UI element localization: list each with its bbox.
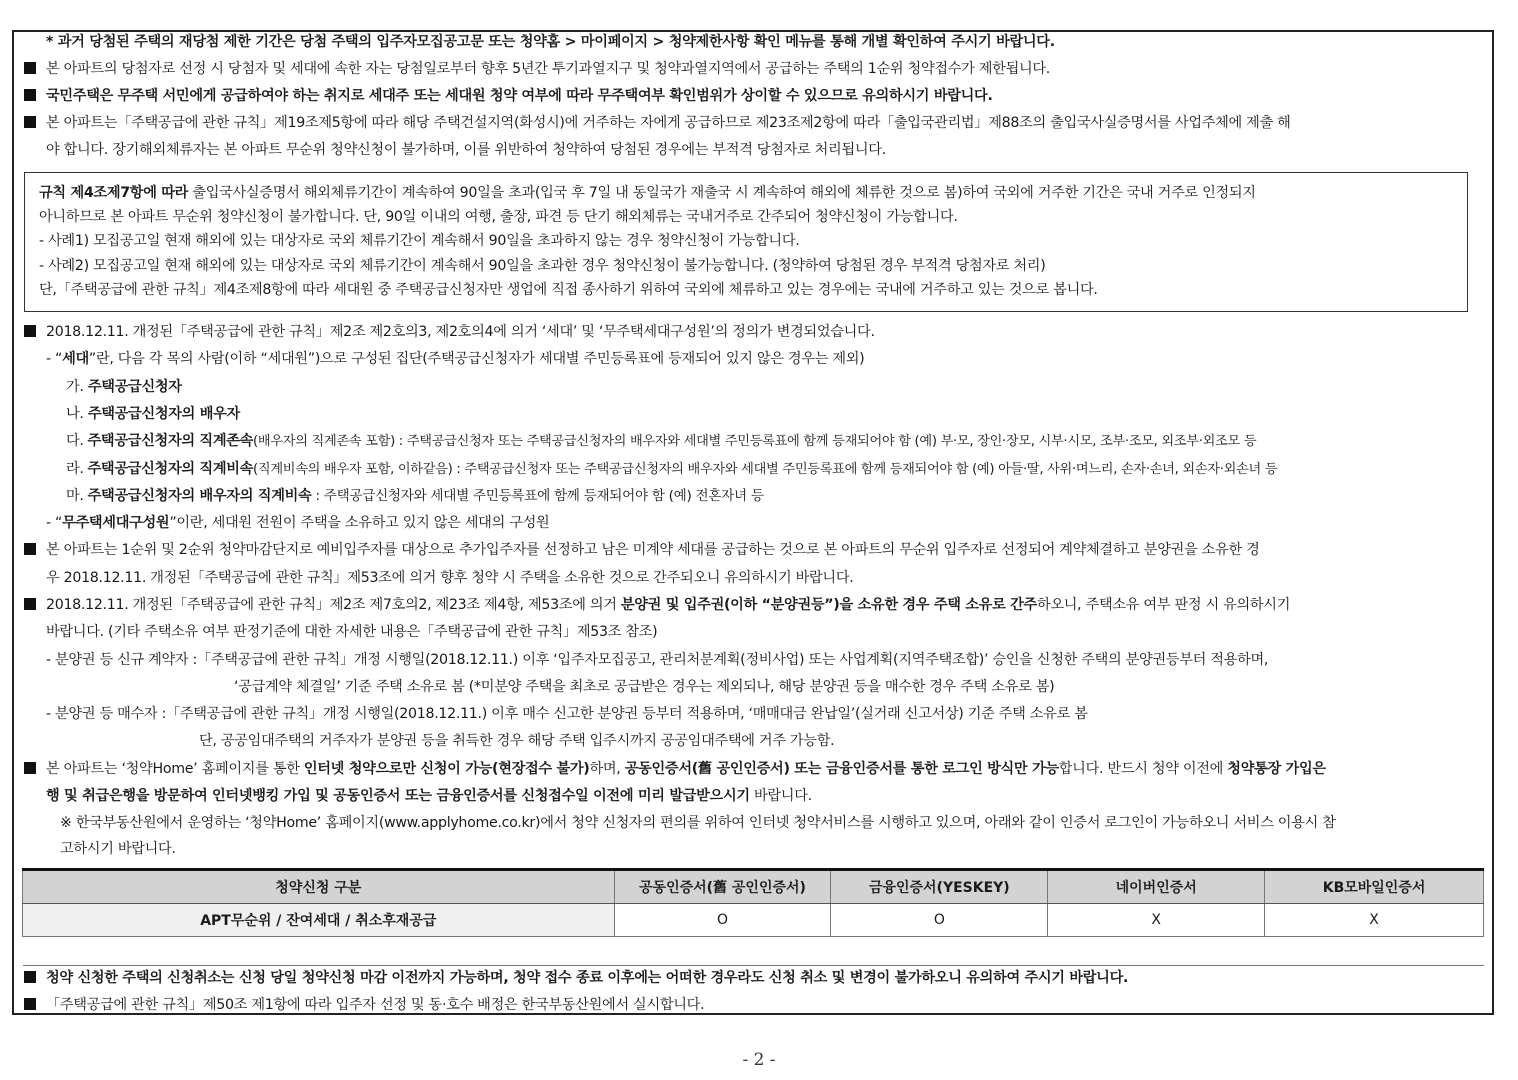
table-header-row [23, 870, 1484, 904]
rule-internet-only-line1: 본 아파트는 ‘청약Home’ 홈페이지를 통한 인터넷 청약으로만 신청이 가능(현장접수 불가)하며, 공동인증서(舊 공인인증서) 또는 금융인증서를 통한 로그인 방식만 가능합니다. 반드시 청약 이전에 청약통장 가입은 [24, 759, 1482, 779]
household-item-ra: 라. 주택공급신청자의 직계비속(직계비속의 배우자 포함, 이하같음) : 주택공급신청자 또는 주택공급신청자의 배우자와 세대별 주민등록표에 함께 등재되어야 함 (예) 아들·딸, 사위·며느리, 손자·손녀, 외손자·외손녀 등 [66, 461, 1278, 477]
document-frame [12, 30, 1494, 1015]
rule-subscription-ownership-line2: 우 2018.12.11. 개정된「주택공급에 관한 규칙」제53조에 의거 향후 청약 시 주택을 소유한 것으로 간주되오니 유의하시기 바랍니다. [46, 570, 854, 586]
rule-selection-agency: 「주택공급에 관한 규칙」제50조 제1항에 따라 입주자 선정 및 동·호수 배정은 한국부동산원에서 실시합니다. [24, 995, 1482, 1015]
table-row [23, 904, 1484, 937]
rule-national-housing: 국민주택은 무주택 서민에게 공급하여야 하는 취지로 세대주 또는 세대원 청약 여부에 따라 무주택여부 확인범위가 상이할 수 있으므로 유의하시기 바랍니다. [24, 86, 1482, 106]
bullet-square-icon [24, 998, 36, 1010]
rule-residence-line1: 본 아파트는「주택공급에 관한 규칙」제19조제5항에 따라 해당 주택건설지역(화성시)에 거주하는 자에게 공급하므로 제23조제2항에 따라「출입국관리법」제88조의 출입국사실증명서를 사업주체에 제출 해 [24, 113, 1482, 133]
notebox-exception: 단,「주택공급에 관한 규칙」제4조제8항에 따라 세대원 중 주택공급신청자만 생업에 직접 종사하기 위하여 국외에 체류하고 있는 경우에는 국내에 거주하고 있는 것으로 봅니다. [39, 282, 1098, 298]
table-cell: O [614, 904, 831, 937]
table-cell: X [1265, 904, 1484, 937]
bullet-square-icon [24, 325, 36, 337]
rule-internet-only-line2: 행 및 취급은행을 방문하여 인터넷뱅킹 가입 및 공동인증서 또는 금융인증서를 신청접수일 이전에 미리 발급받으시기 바랍니다. [46, 788, 812, 804]
household-definition: - “세대”란, 다음 각 목의 사람(이하 “세대원”)으로 구성된 집단(주택공급신청자가 세대별 주민등록표에 등재되어 있지 않은 경우는 제외) [46, 351, 865, 367]
table-cell: APT무순위 / 잔여세대 / 취소후재공급 [23, 904, 615, 937]
table-header: 네이버인증서 [1048, 870, 1265, 904]
notebox-case2: - 사례2) 모집공고일 현재 해외에 있는 대상자로 국외 체류기간이 계속해서 90일을 초과한 경우 청약신청이 불가능합니다. (청약하여 당첨된 경우 부적격 당첨자로 처리) [39, 258, 1046, 274]
rule-presale-right-line1: 2018.12.11. 개정된「주택공급에 관한 규칙」제2조 제7호의2, 제23조 제4항, 제53조에 의거 분양권 및 입주권(이하 “분양권등”)을 소유한 경우 주택 소유로 간주하오니, 주택소유 여부 판정 시 유의하시기 [24, 595, 1482, 615]
presale-new-contractor-line1: - 분양권 등 신규 계약자 :「주택공급에 관한 규칙」개정 시행일(2018.12.11.) 이후 ‘입주자모집공고, 관리처분계획(정비사업) 또는 사업계획(지역주택조합)’ 승인을 신청한 주택의 분양권등부터 적용하며, [46, 652, 1269, 668]
overseas-stay-notebox [24, 172, 1468, 312]
household-item-ma: 마. 주택공급신청자의 배우자의 직계비속 : 주택공급신청자와 세대별 주민등록표에 함께 등재되어야 함 (예) 전혼자녀 등 [66, 488, 764, 504]
household-intro: 2018.12.11. 개정된「주택공급에 관한 규칙」제2조 제2호의3, 제2호의4에 의거 ‘세대’ 및 ‘무주택세대구성원’의 정의가 변경되었습니다. [24, 322, 1482, 342]
table-header: 청약신청 구분 [23, 870, 615, 904]
notebox-line2: 아니하므로 본 아파트 무순위 청약신청이 불가합니다. 단, 90일 이내의 여행, 출장, 파견 등 단기 해외체류는 국내거주로 간주되어 청약신청이 가능합니다. [39, 209, 958, 225]
nohouse-definition: - “무주택세대구성원”이란, 세대원 전원이 주택을 소유하고 있지 않은 세대의 구성원 [46, 515, 550, 531]
rule-winner-restriction: 본 아파트의 당첨자로 선정 시 당첨자 및 세대에 속한 자는 당첨일로부터 향후 5년간 투기과열지구 및 청약과열지역에서 공급하는 주택의 1순위 청약접수가 제한됩니다. [24, 59, 1482, 79]
presale-new-contractor-line2: ‘공급계약 체결일’ 기준 주택 소유로 봄 (*미분양 주택을 최초로 공급받은 경우는 제외되나, 해당 분양권 등을 매수한 경우 주택 소유로 봄) [234, 679, 1055, 695]
bullet-square-icon [24, 116, 36, 128]
rule-subscription-ownership-line1: 본 아파트는 1순위 및 2순위 청약마감단지로 예비입주자를 대상으로 추가입주자를 선정하고 남은 미계약 세대를 공급하는 것으로 본 아파트의 무순위 입주자로 선정되어 계약체결하고 분양권을 소유한 경 [24, 540, 1482, 560]
table-spacer-row [23, 937, 1484, 966]
household-item-da: 다. 주택공급신청자의 직계존속(배우자의 직계존속 포함) : 주택공급신청자 또는 주택공급신청자의 배우자와 세대별 주민등록표에 함께 등재되어야 함 (예) 부·모, 장인·장모, 시부·시모, 조부·조모, 외조부·외조모 등 [66, 433, 1257, 449]
table-cell: X [1048, 904, 1265, 937]
table-header: 공동인증서(舊 공인인증서) [614, 870, 831, 904]
page-number: - 2 - [742, 1050, 776, 1070]
presale-buyer-line2: 단, 공공임대주택의 거주자가 분양권 등을 취득한 경우 해당 주택 입주시까지 공공임대주택에 거주 가능함. [199, 733, 835, 749]
rule-cancellation: 청약 신청한 주택의 신청취소는 신청 당일 청약신청 마감 이전까지 가능하며, 청약 접수 종료 이후에는 어떠한 경우라도 신청 취소 및 변경이 불가하오니 유의하여 주시기 바랍니다. [24, 968, 1482, 988]
rewin-restriction-note: * 과거 당첨된 주택의 재당첨 제한 기간은 당첨 주택의 입주자모집공고문 또는 청약홈 > 마이페이지 > 청약제한사항 확인 메뉴를 통해 개별 확인하여 주시기 바랍니다. [46, 34, 1055, 50]
bullet-square-icon [24, 62, 36, 74]
household-item-ga: 가. 주택공급신청자 [66, 379, 182, 395]
notebox-case1: - 사례1) 모집공고일 현재 해외에 있는 대상자로 국외 체류기간이 계속해서 90일을 초과하지 않는 경우 청약신청이 가능합니다. [39, 233, 800, 249]
presale-buyer-line1: - 분양권 등 매수자 :「주택공급에 관한 규칙」개정 시행일(2018.12.11.) 이후 매수 신고한 분양권 등부터 적용하며, ‘매매대금 완납일’(실거래 신고서상) 기준 주택 소유로 봄 [46, 706, 1088, 722]
bullet-square-icon [24, 543, 36, 555]
certificate-table [22, 868, 1484, 966]
household-item-na: 나. 주택공급신청자의 배우자 [66, 406, 240, 422]
rule-residence-line2: 야 합니다. 장기해외체류자는 본 아파트 무순위 청약신청이 불가하며, 이를 위반하여 청약하여 당첨된 경우에는 부적격 당첨자로 처리됩니다. [46, 142, 886, 158]
rule-presale-right-line2: 바랍니다. (기타 주택소유 여부 판정기준에 대한 자세한 내용은「주택공급에 관한 규칙」제53조 참조) [46, 624, 658, 640]
table-header: 금융인증서(YESKEY) [831, 870, 1048, 904]
applyhome-note-line2: 고하시기 바랍니다. [60, 841, 176, 857]
table-cell: O [831, 904, 1048, 937]
notebox-line1: 규칙 제4조제7항에 따라 출입국사실증명서 해외체류기간이 계속하여 90일을 초과(입국 후 7일 내 동일국가 재출국 시 계속하여 해외에 체류한 것으로 봄)하여 국외에 거주한 기간은 국내 거주로 인정되지 [39, 185, 1256, 201]
bullet-square-icon [24, 598, 36, 610]
bullet-square-icon [24, 89, 36, 101]
applyhome-note-line1: ※ 한국부동산원에서 운영하는 ‘청약Home’ 홈페이지(www.applyhome.co.kr)에서 청약 신청자의 편의를 위하여 인터넷 청약서비스를 시행하고 있으며, 아래와 같이 인증서 로그인이 가능하오니 서비스 이용시 참 [60, 815, 1336, 831]
table-header: KB모바일인증서 [1265, 870, 1484, 904]
bullet-square-icon [24, 971, 36, 983]
bullet-square-icon [24, 762, 36, 774]
